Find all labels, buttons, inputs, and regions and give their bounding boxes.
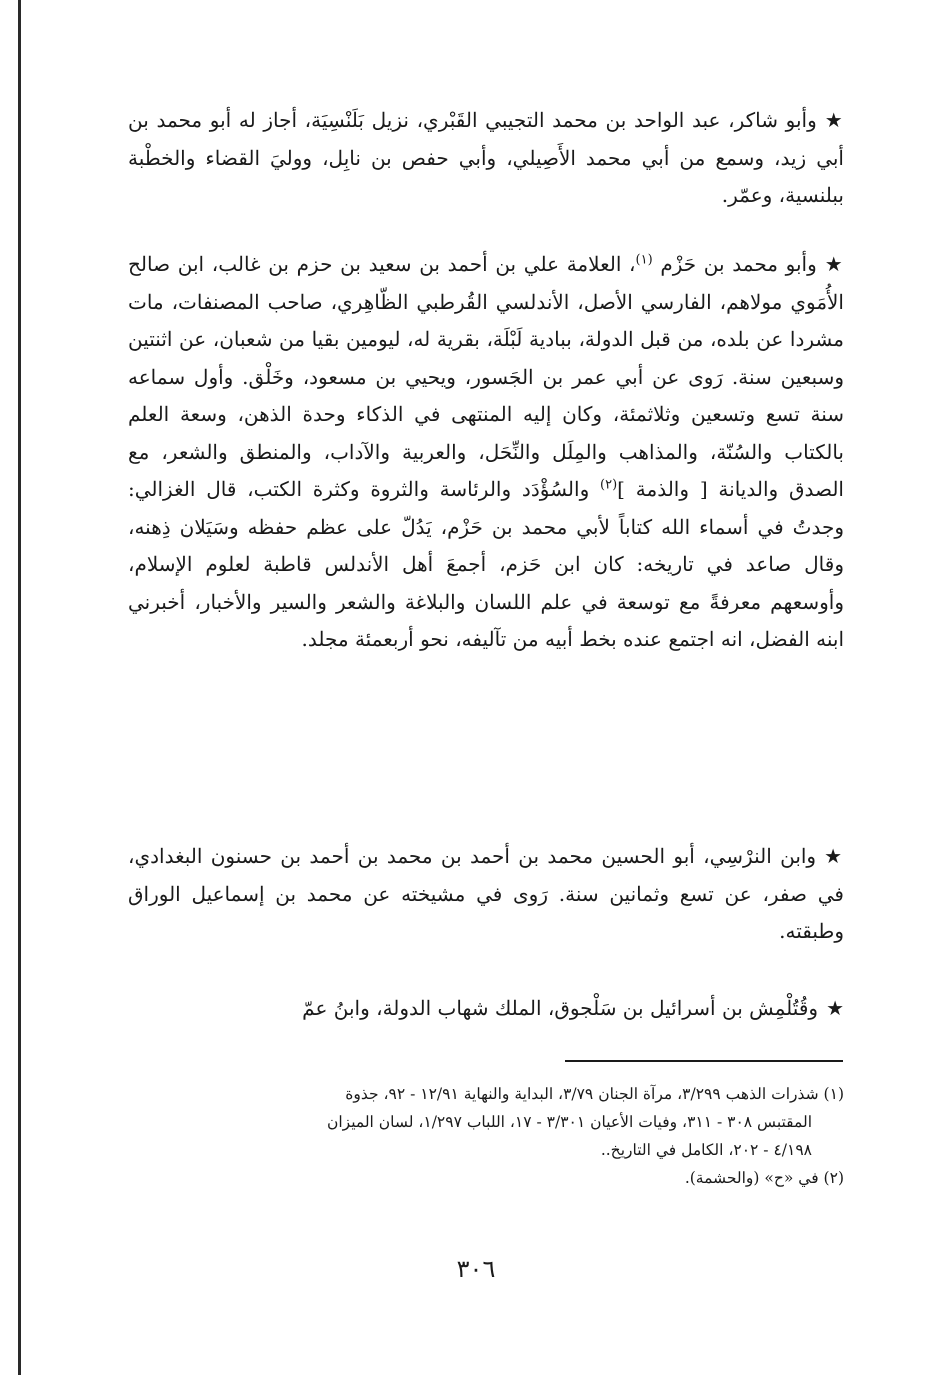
- page-edge-shadow: [18, 0, 21, 1375]
- entry-text: وابن النرْسِي، أبو الحسين محمد بن أحمد بن محمد بن أحمد بن حسنون البغدادي، في صفر، عن تسع وثمانين سنة. رَوى في مشيخته عن محمد بن إسماعيل الوراق وطبقته.: [128, 844, 844, 943]
- entry-text-start: وأبو محمد بن حَزْم: [660, 252, 817, 276]
- star-icon: ★: [826, 996, 844, 1020]
- star-icon: ★: [824, 844, 845, 868]
- entry-text: وقُتُلْمِش بن أسرائيل بن سَلْجوق، الملك شهاب الدولة، وابنُ عمّ: [302, 996, 819, 1020]
- entry-ibn-al-narsi: [128, 838, 844, 951]
- footnote-number: (٢): [823, 1169, 844, 1187]
- footnote-line: ٤/١٩٨ - ٢٠٢، الكامل في التاريخ..: [600, 1141, 812, 1159]
- footnote-ref-1[interactable]: (١): [635, 252, 653, 268]
- footnote-divider: [565, 1060, 843, 1062]
- footnote-1: [118, 1080, 844, 1164]
- footnotes: [118, 1080, 844, 1192]
- entry-text-end: والسُؤْدَد والرئاسة والثروة وكثرة الكتب، قال الغزالي: وجدتُ في أسماء الله كتاباً لأبي محمد بن حَزْم، يَدُلّ على عظم حفظه وسَيَلان ذِهنه، وقال صاعد في تاريخه: كان ابن حَزم، أجمعَ أهل الأندلس قاطبة لعلوم الإسلام، وأوسعهم معرفةً مع توسعة في علم اللسان والبلاغة والشعر والسير والأخبار، أخبرني ابنه الفضل، انه اجتمع عنده بخط أبيه من تآليفه، نحو أربعمئة مجلد.: [128, 477, 844, 651]
- entry-paragraph: [128, 838, 844, 951]
- star-icon: ★: [824, 108, 844, 132]
- star-icon: ★: [824, 252, 844, 276]
- entry-qutulmish: [128, 990, 844, 1028]
- entry-paragraph: [128, 246, 844, 659]
- footnote-number: (١): [823, 1085, 844, 1103]
- page-number: ٣٠٦: [456, 1255, 496, 1283]
- entry-text-middle: ، العلامة علي بن أحمد بن سعيد بن حزم بن غالب، ابن صالح الأُمَوي مولاهم، الفارسي الأصل، الأندلسي القُرطبي الظّاهِري، صاحب المصنفات، مات مشردا عن بلده، من قبل الدولة، ببادية لَبْلَة، بقرية له، ليومين بقيا من شعبان، عن اثنتين وسبعين سنة. رَوى عن أبي عمر بن الجَسور، ويحيي بن مسعود، وخَلْق. وأول سماعه سنة تسع وتسعين وثلاثمئة، وكان إليه المنتهى في الذكاء وحدة الذهن، وسعة العلم بالكتاب والسُنّة، والمذاهب والمِلَل والنِّحَل، والعربية والآداب، والمنطق والشعر، مع الصدق والديانة [ والذمة ]: [128, 252, 844, 501]
- footnote-line: شذرات الذهب ٣/٢٩٩، مرآة الجنان ٣/٧٩، البداية والنهاية ١٢/٩١ - ٩٢، جذوة: [345, 1085, 819, 1103]
- footnote-line: في «ح» (والحشمة).: [684, 1169, 819, 1187]
- entry-ibn-hazm: [128, 246, 844, 659]
- footnote-line: المقتبس ٣٠٨ - ٣١١، وفيات الأعيان ٣/٣٠١ - ١٧، اللباب ١/٢٩٧، لسان الميزان: [326, 1113, 812, 1131]
- entry-text: وأبو شاكر، عبد الواحد بن محمد التجيبي القَبْري، نزيل بَلَنْسِيَة، أجاز له أبو محمد بن أبي زيد، وسمع من أبي محمد الأَصِيلي، وأبي حفص بن نابِل، ووليَ القضاء والخطْبة ببلنسية، وعمّر.: [128, 108, 844, 207]
- entry-paragraph: [128, 990, 844, 1028]
- entry-paragraph: [128, 102, 844, 215]
- footnote-2: [118, 1164, 844, 1192]
- footnote-ref-2[interactable]: (٢): [600, 477, 618, 493]
- entry-abu-shakir: [128, 102, 844, 215]
